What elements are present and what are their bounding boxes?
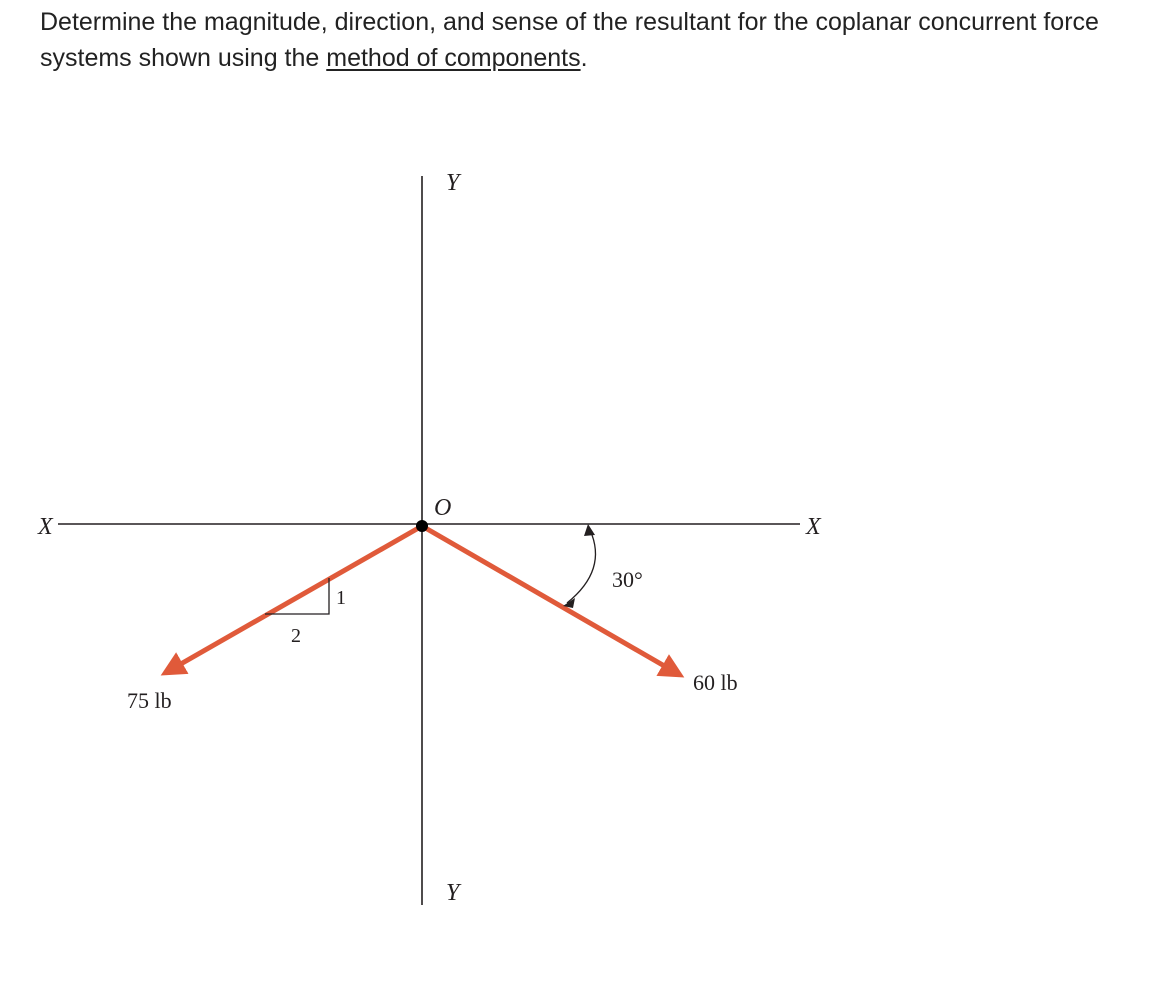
force-75lb-label: 75 lb xyxy=(127,688,172,713)
problem-text: Determine the magnitude, direction, and sense of the resultant for the coplanar concurrent force systems shown using the xyxy=(40,8,1099,72)
x-axis-label-right: X xyxy=(806,514,821,540)
y-axis-label-top: Y xyxy=(446,170,460,196)
x-axis-label-left: X xyxy=(38,514,53,540)
slope-rise-label: 1 xyxy=(336,587,346,609)
angle-arc xyxy=(567,530,595,603)
y-axis-label-bottom: Y xyxy=(446,880,460,906)
force-60lb-label: 60 lb xyxy=(693,670,738,695)
angle-arc-arrowhead-top xyxy=(584,524,595,536)
angle-label: 30° xyxy=(612,567,643,592)
slope-run-label: 2 xyxy=(291,625,301,647)
method-of-components-link[interactable]: method of components xyxy=(326,44,581,72)
problem-text-end: . xyxy=(580,44,588,72)
force-75lb-arrow xyxy=(165,526,422,673)
origin-label: O xyxy=(434,495,452,521)
origin-point xyxy=(416,520,428,532)
force-60lb-arrow xyxy=(422,526,680,675)
